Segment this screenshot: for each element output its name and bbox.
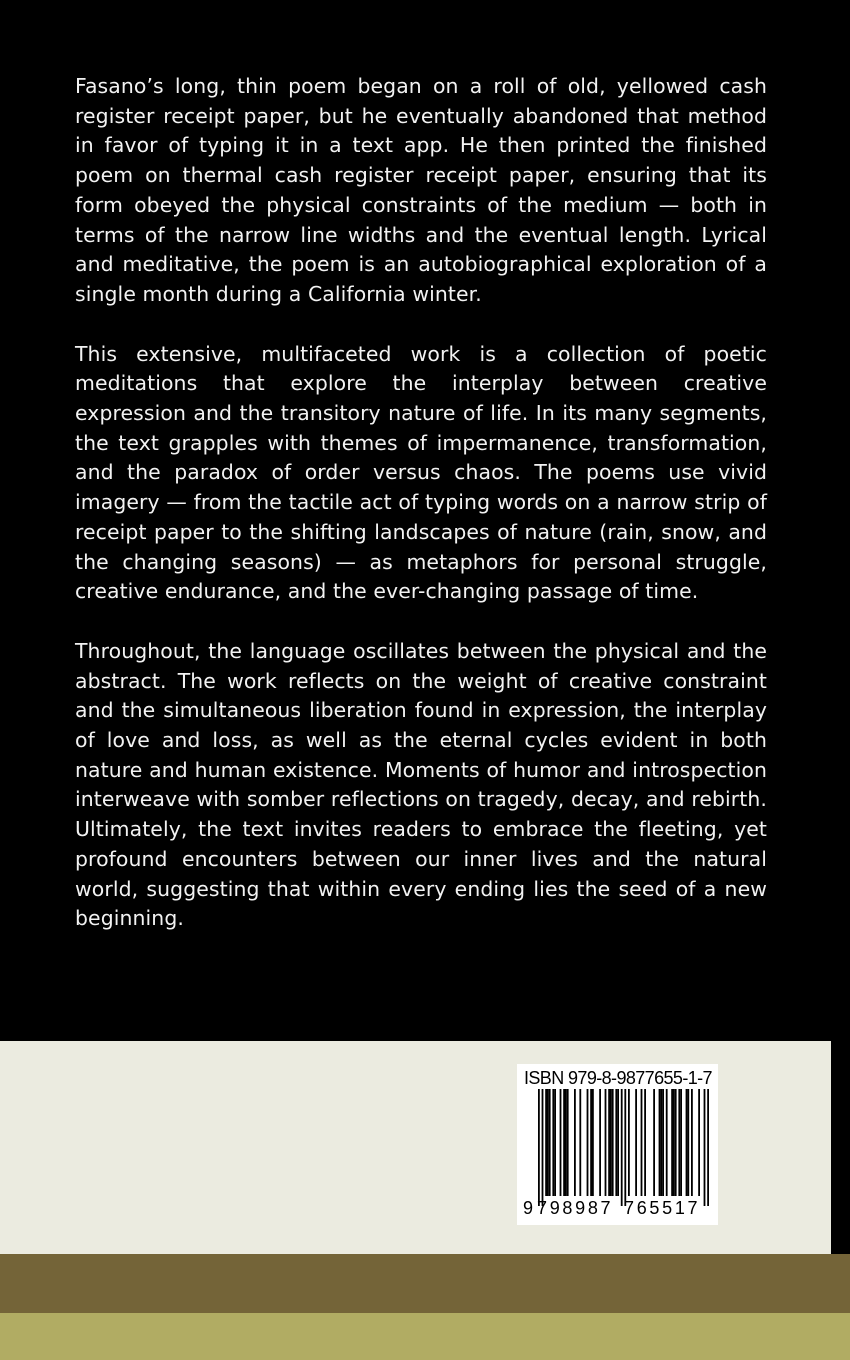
barcode-bar <box>567 1089 569 1196</box>
barcode-bar <box>673 1089 675 1196</box>
barcode-bar <box>660 1089 662 1196</box>
blurb-paragraph-3: Throughout, the language oscillates between the physical and the abstract. The work reflects on the weight of creative constraint and the simultaneous liberation found in expression, the interplay of love and loss, as well as the eternal cycles evident in both nature and human existence. Moments of humor and introspection interweave with somber reflections on tragedy, decay, and rebirth. Ultimately, the text invites readers to embrace the fleeting, yet profound encounters between our inner lives and the natural world, suggesting that within every ending lies the seed of a new beginning. <box>75 638 767 931</box>
barcode-bar <box>635 1089 637 1196</box>
barcode-bar <box>644 1089 646 1196</box>
barcode-bar <box>549 1089 551 1196</box>
khaki-band <box>0 1313 850 1360</box>
barcode-bar <box>653 1089 655 1196</box>
barcode-bar <box>545 1089 547 1196</box>
barcode-bar <box>662 1089 664 1196</box>
barcode-bar <box>704 1089 706 1206</box>
barcode-bar <box>680 1089 682 1196</box>
barcode-bar <box>552 1089 554 1196</box>
barcode-bar <box>592 1089 594 1196</box>
barcode-bar <box>675 1089 677 1196</box>
barcode-bar <box>624 1089 626 1206</box>
barcode-right-digits: 765517 <box>624 1198 701 1218</box>
barcode-bar <box>610 1089 612 1196</box>
barcode-bar <box>590 1089 592 1196</box>
barcode-bar <box>538 1089 540 1206</box>
barcode-bar <box>678 1089 680 1196</box>
barcode-bar <box>641 1089 643 1196</box>
barcode-bar <box>687 1089 689 1196</box>
barcode-bar <box>542 1089 544 1206</box>
barcode-bar <box>612 1089 614 1196</box>
barcode-bar <box>671 1089 673 1196</box>
barcode-bar <box>707 1089 709 1206</box>
barcode-bar <box>605 1089 607 1196</box>
blurb-paragraph-1: Fasano’s long, thin poem began on a roll of old, yellowed cash register receipt paper, but he eventually abandoned that method in favor of typing it in a text app. He then printed the finished poem on thermal cash register receipt paper, ensuring that its form obeyed the physical constraints of the medium — both in terms of the narrow line widths and the eventual length. Lyrical and meditative, the poem is an autobiographical exploration of a single month during a California winter. <box>75 74 767 306</box>
barcode-bar <box>698 1089 700 1196</box>
barcode-bar <box>599 1089 601 1196</box>
barcode-bar <box>560 1089 562 1196</box>
barcode-bar <box>691 1089 693 1196</box>
barcode-bar <box>615 1089 617 1196</box>
barcode-bar <box>608 1089 610 1196</box>
isbn-barcode <box>517 1064 718 1225</box>
barcode-bar <box>686 1089 688 1196</box>
barcode-bar <box>554 1089 556 1196</box>
barcode-bar <box>547 1089 549 1196</box>
barcode-bar <box>587 1089 589 1196</box>
barcode-bar <box>574 1089 576 1196</box>
barcode-bar <box>617 1089 619 1196</box>
barcode-bar <box>621 1089 623 1206</box>
barcode-bar <box>579 1089 581 1196</box>
olive-band <box>0 1254 850 1313</box>
barcode-bar <box>563 1089 565 1196</box>
barcode-first-digit: 9 <box>523 1198 534 1218</box>
blurb-paragraph-2: This extensive, multifaceted work is a collection of poetic meditations that explore the interplay between creative expression and the transitory nature of life. In its many segments, the text grapples with themes of impermanence, transformation, and the paradox of order versus chaos. The poems use vivid imagery — from the tactile act of typing words on a narrow strip of receipt paper to the shifting landscapes of nature (rain, snow, and the changing seasons) — as metaphors for personal struggle, creative endurance, and the ever-changing passage of time. <box>75 341 767 604</box>
barcode-bar <box>666 1089 668 1196</box>
barcode-bar <box>659 1089 661 1196</box>
barcode-left-digits: 798987 <box>537 1198 614 1218</box>
barcode-bar <box>628 1089 630 1196</box>
blurb <box>75 72 767 964</box>
barcode-bar <box>565 1089 567 1196</box>
isbn-label: ISBN 979-8-9877655-1-7 <box>524 1068 712 1088</box>
